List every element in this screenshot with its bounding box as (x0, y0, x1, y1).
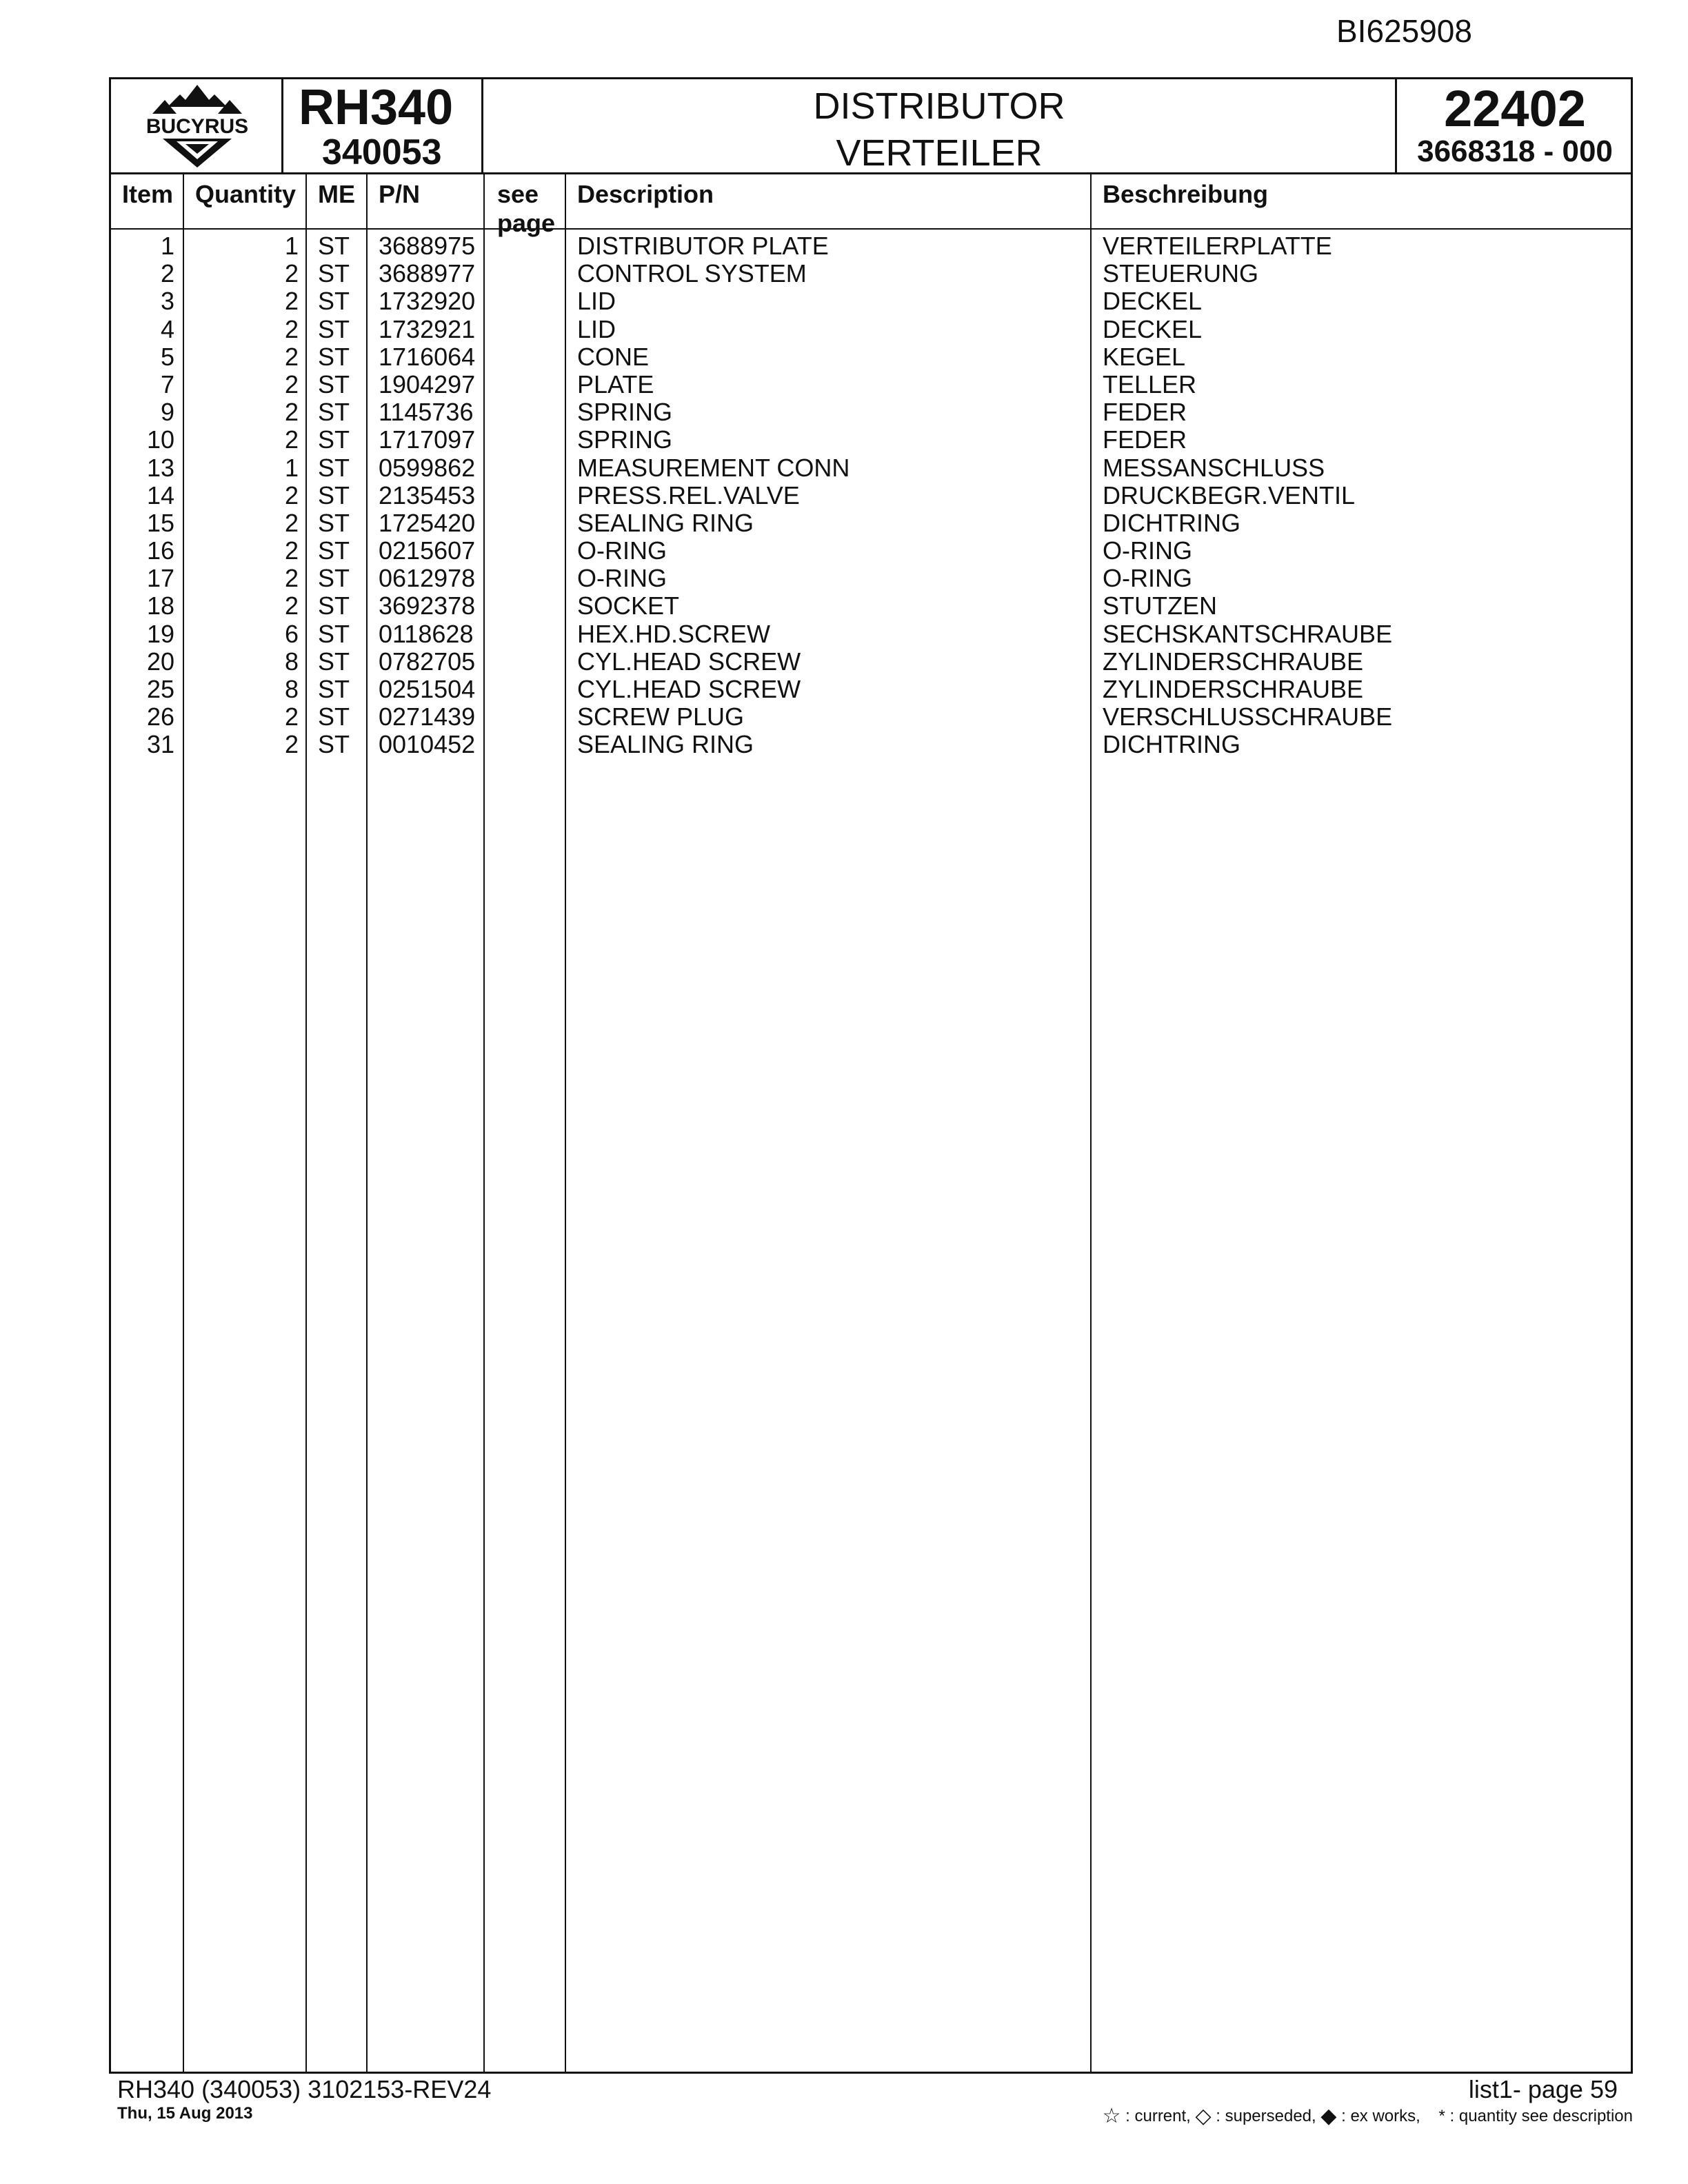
unit-of-measure: ST (318, 564, 350, 593)
table-row (111, 287, 1631, 315)
col-item-header: Item (122, 180, 174, 208)
description-en: SPRING (577, 425, 673, 454)
description-en: SOCKET (577, 592, 680, 620)
legend-current: : current, (1125, 2107, 1191, 2125)
col-beschreibung-header: Beschreibung (1103, 180, 1269, 208)
unit-of-measure: ST (318, 619, 350, 648)
part-number: 0271439 (379, 702, 476, 731)
table-row (111, 454, 1631, 482)
part-number: 2135453 (379, 481, 476, 509)
part-number: 1732921 (379, 314, 476, 343)
description-de: O-RING (1103, 536, 1192, 565)
item-number: 5 (160, 342, 174, 371)
description-de: O-RING (1103, 564, 1192, 593)
bucyrus-logo (111, 79, 283, 172)
table-row (111, 509, 1631, 537)
footer-page-number: list1- page 59 (1468, 2075, 1618, 2103)
table-row (111, 482, 1631, 509)
quantity: 2 (284, 287, 299, 316)
item-number: 3 (160, 287, 174, 316)
group-subnumber: 3668318 - 000 (1417, 134, 1613, 168)
model-name: RH340 (299, 80, 454, 135)
item-number: 9 (160, 398, 174, 427)
unit-of-measure: ST (318, 453, 350, 482)
quantity: 2 (284, 564, 299, 593)
description-de: DICHTRING (1103, 730, 1240, 759)
table-row (111, 426, 1631, 454)
footer-legend (1103, 2104, 1633, 2128)
description-de: STEUERUNG (1103, 259, 1259, 288)
title-german: VERTEILER (836, 132, 1043, 174)
description-de: DICHTRING (1103, 508, 1240, 537)
item-number: 2 (160, 259, 174, 288)
item-number: 26 (146, 702, 174, 731)
item-number: 1 (160, 232, 174, 260)
title-cell (483, 79, 1397, 172)
description-en: PRESS.REL.VALVE (577, 481, 800, 509)
description-de: ZYLINDERSCHRAUBE (1103, 675, 1364, 703)
item-number: 17 (146, 564, 174, 593)
col-me-header: ME (318, 180, 355, 208)
item-number: 13 (146, 453, 174, 482)
description-en: CONE (577, 342, 650, 371)
parts-table-body (111, 232, 1631, 759)
description-de: MESSANSCHLUSS (1103, 453, 1325, 482)
unit-of-measure: ST (318, 425, 350, 454)
quantity: 2 (284, 314, 299, 343)
table-row (111, 343, 1631, 371)
quantity: 2 (284, 342, 299, 371)
part-number: 1145736 (379, 398, 474, 427)
quantity: 8 (284, 675, 299, 703)
svg-text:BUCYRUS: BUCYRUS (145, 115, 249, 138)
table-row (111, 537, 1631, 565)
table-row (111, 398, 1631, 426)
quantity: 2 (284, 508, 299, 537)
header-band (111, 79, 1631, 174)
part-number: 3688975 (379, 232, 476, 260)
description-en: SEALING RING (577, 508, 754, 537)
part-number: 1904297 (379, 370, 476, 398)
description-en: SCREW PLUG (577, 702, 745, 731)
description-de: ZYLINDERSCHRAUBE (1103, 647, 1364, 676)
unit-of-measure: ST (318, 314, 350, 343)
group-number: 22402 (1444, 80, 1586, 137)
unit-of-measure: ST (318, 536, 350, 565)
item-number: 10 (146, 425, 174, 454)
unit-of-measure: ST (318, 232, 350, 260)
col-description-header: Description (577, 180, 714, 208)
legend-ex-works: : ex works, (1341, 2107, 1420, 2125)
part-number: 0215607 (379, 536, 476, 565)
col-quantity-header: Quantity (195, 180, 297, 208)
unit-of-measure: ST (318, 342, 350, 371)
part-number: 0599862 (379, 453, 476, 482)
unit-of-measure: ST (318, 259, 350, 288)
description-de: DRUCKBEGR.VENTIL (1103, 481, 1356, 509)
table-row (111, 731, 1631, 758)
part-number: 0118628 (379, 619, 474, 648)
quantity: 2 (284, 259, 299, 288)
quantity: 1 (284, 232, 299, 260)
machine-serial: 340053 (322, 132, 442, 172)
quantity: 6 (284, 619, 299, 648)
description-de: STUTZEN (1103, 592, 1217, 620)
table-row (111, 260, 1631, 287)
item-number: 20 (146, 647, 174, 676)
table-row (111, 592, 1631, 620)
description-de: VERTEILERPLATTE (1103, 232, 1332, 260)
part-number: 1732920 (379, 287, 476, 316)
table-row (111, 316, 1631, 343)
part-number: 0251504 (379, 675, 476, 703)
legend-quantity-note: * : quantity see description (1438, 2107, 1633, 2125)
star-outline-icon: ☆ (1102, 2105, 1121, 2127)
unit-of-measure: ST (318, 647, 350, 676)
part-number: 1717097 (379, 425, 476, 454)
col-pn-header: P/N (379, 180, 421, 208)
description-de: SECHSKANTSCHRAUBE (1103, 619, 1393, 648)
diamond-outline-icon: ◇ (1195, 2105, 1212, 2127)
unit-of-measure: ST (318, 702, 350, 731)
table-row (111, 232, 1631, 260)
table-row (111, 371, 1631, 398)
part-number: 1725420 (379, 508, 476, 537)
unit-of-measure: ST (318, 370, 350, 398)
description-de: DECKEL (1103, 314, 1203, 343)
description-de: FEDER (1103, 425, 1187, 454)
description-de: TELLER (1103, 370, 1197, 398)
column-header-row (111, 174, 1631, 237)
item-number: 7 (160, 370, 174, 398)
part-number: 3692378 (379, 592, 476, 620)
table-row (111, 703, 1631, 731)
description-en: SPRING (577, 398, 673, 427)
table-row (111, 648, 1631, 676)
table-row (111, 620, 1631, 648)
unit-of-measure: ST (318, 287, 350, 316)
part-number: 1716064 (379, 342, 476, 371)
description-en: CONTROL SYSTEM (577, 259, 807, 288)
part-number: 0010452 (379, 730, 476, 759)
description-en: O-RING (577, 536, 667, 565)
item-number: 15 (146, 508, 174, 537)
logo-cell (111, 79, 283, 172)
item-number: 4 (160, 314, 174, 343)
unit-of-measure: ST (318, 481, 350, 509)
item-number: 16 (146, 536, 174, 565)
description-en: SEALING RING (577, 730, 754, 759)
description-en: PLATE (577, 370, 654, 398)
description-de: VERSCHLUSSCHRAUBE (1103, 702, 1393, 731)
unit-of-measure: ST (318, 398, 350, 427)
quantity: 2 (284, 702, 299, 731)
footer-document-ref: RH340 (340053) 3102153-REV24 (117, 2075, 492, 2103)
title-english: DISTRIBUTOR (813, 85, 1065, 127)
diamond-filled-icon: ◆ (1320, 2105, 1337, 2127)
description-en: DISTRIBUTOR PLATE (577, 232, 829, 260)
legend-superseded: : superseded, (1216, 2107, 1316, 2125)
description-en: HEX.HD.SCREW (577, 619, 771, 648)
description-de: KEGEL (1103, 342, 1186, 371)
part-number: 0782705 (379, 647, 476, 676)
description-en: MEASUREMENT CONN (577, 453, 850, 482)
document-id: BI625908 (1336, 13, 1472, 49)
quantity: 8 (284, 647, 299, 676)
item-number: 18 (146, 592, 174, 620)
quantity: 2 (284, 536, 299, 565)
quantity: 2 (284, 425, 299, 454)
quantity: 2 (284, 730, 299, 759)
item-number: 19 (146, 619, 174, 648)
description-en: CYL.HEAD SCREW (577, 675, 801, 703)
description-de: DECKEL (1103, 287, 1203, 316)
quantity: 2 (284, 592, 299, 620)
description-en: O-RING (577, 564, 667, 593)
unit-of-measure: ST (318, 508, 350, 537)
part-number: 0612978 (379, 564, 476, 593)
footer-date: Thu, 15 Aug 2013 (117, 2104, 253, 2123)
unit-of-measure: ST (318, 592, 350, 620)
description-de: FEDER (1103, 398, 1187, 427)
unit-of-measure: ST (318, 675, 350, 703)
group-number-cell (1397, 79, 1633, 172)
quantity: 2 (284, 398, 299, 427)
item-number: 25 (146, 675, 174, 703)
part-number: 3688977 (379, 259, 476, 288)
item-number: 14 (146, 481, 174, 509)
unit-of-measure: ST (318, 730, 350, 759)
table-row (111, 676, 1631, 703)
parts-list-sheet (109, 77, 1633, 2074)
model-cell (283, 79, 483, 172)
quantity: 2 (284, 370, 299, 398)
table-row (111, 565, 1631, 592)
description-en: LID (577, 287, 616, 316)
description-en: CYL.HEAD SCREW (577, 647, 801, 676)
quantity: 2 (284, 481, 299, 509)
item-number: 31 (146, 730, 174, 759)
description-en: LID (577, 314, 616, 343)
col-see-page-header: see page (497, 180, 556, 237)
quantity: 1 (284, 453, 299, 482)
